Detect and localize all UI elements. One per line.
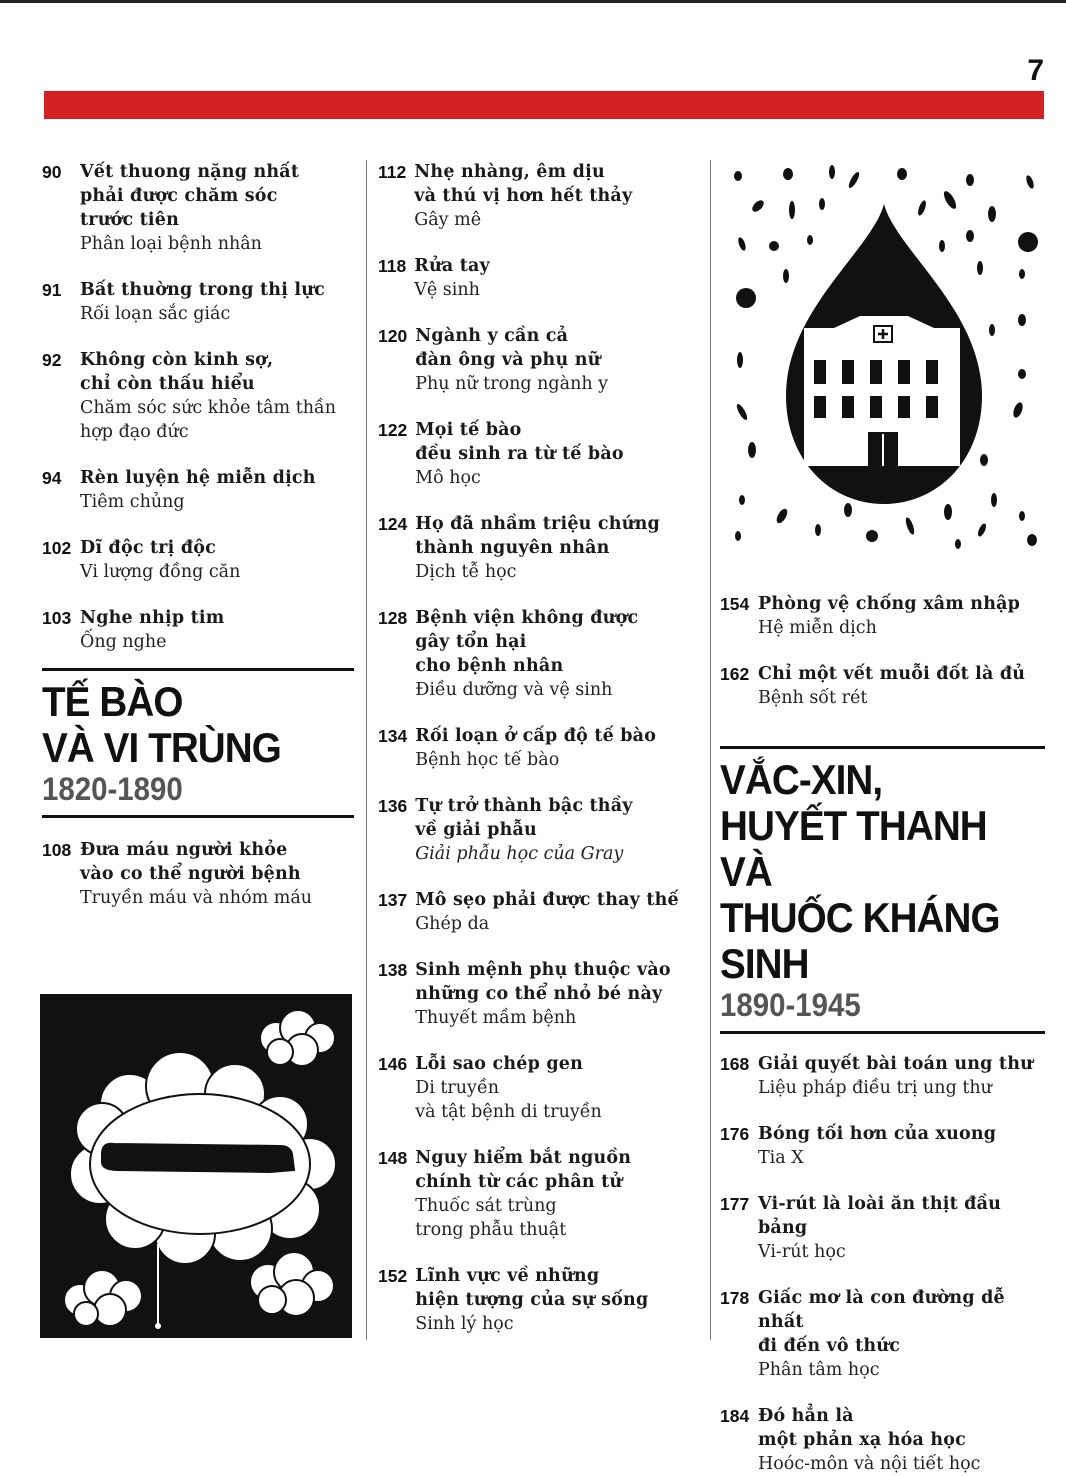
toc-entry — [720, 662, 1045, 710]
entry-text — [80, 536, 354, 584]
section-title-line: TẾ BÀO — [42, 678, 183, 725]
entry-page-number: 102 — [42, 538, 72, 558]
entry-page-number: 178 — [720, 1288, 750, 1308]
entry-title: Vi-rút là loài ăn thịt đầu bảng — [758, 1194, 1002, 1238]
hospital-drop-icon — [722, 160, 1044, 560]
entry-text — [414, 254, 698, 302]
column-1 — [42, 160, 354, 910]
entry-page-number: 184 — [720, 1406, 750, 1426]
entry-title: Họ đã nhầm triệu chứng — [415, 514, 660, 534]
entry-title: đi đến vô thức — [758, 1336, 901, 1356]
entry-text — [758, 1286, 1045, 1382]
toc-entry — [378, 160, 698, 232]
entry-page-number: 138 — [378, 960, 408, 980]
entry-text — [758, 1122, 1045, 1170]
entry-page-number: 120 — [378, 326, 408, 346]
entry-title: Nhẹ nhàng, êm dịu — [414, 162, 605, 182]
entry-text — [415, 724, 698, 772]
entry-page-number: 112 — [378, 162, 407, 182]
toc-entry — [378, 606, 698, 702]
entry-title: trước tiên — [80, 210, 180, 230]
entry-subtitle: Giải phẫu học của Gray — [415, 844, 624, 864]
entry-title: đàn ông và phụ nữ — [415, 350, 601, 370]
entry-subtitle: Tiêm chủng — [80, 492, 185, 512]
entry-page-number: 128 — [378, 608, 408, 628]
entry-subtitle: Hoóc-môn và nội tiết học — [758, 1454, 981, 1474]
toc-entry — [42, 838, 354, 910]
cloud-patient-illustration — [40, 994, 352, 1338]
entry-text — [415, 1264, 698, 1336]
entry-text — [758, 1192, 1045, 1264]
entry-text — [80, 278, 354, 326]
entry-title: Mọi tế bào — [415, 420, 522, 440]
entry-list — [720, 1052, 1045, 1476]
entry-subtitle: Thuyết mầm bệnh — [415, 1008, 577, 1028]
entry-title: Giải quyết bài toán ung thư — [758, 1054, 1034, 1074]
entry-page-number: 94 — [42, 468, 62, 488]
column-2 — [378, 160, 698, 1336]
entry-title: chính từ các phân tử — [415, 1172, 623, 1192]
entry-text — [80, 348, 354, 444]
toc-entry — [378, 1146, 698, 1242]
entry-list — [42, 838, 354, 910]
entry-title: những co thể nhỏ bé này — [415, 984, 663, 1004]
entry-text — [415, 418, 698, 490]
entry-page-number: 91 — [42, 280, 62, 300]
toc-entry — [378, 254, 698, 302]
entry-title: Ngành y cần cả — [415, 326, 569, 346]
entry-list — [720, 592, 1045, 710]
column-divider — [710, 160, 711, 1340]
toc-entry — [378, 724, 698, 772]
entry-text — [415, 1052, 698, 1124]
entry-title: Sinh mệnh phụ thuộc vào — [415, 960, 671, 980]
toc-entry — [378, 1052, 698, 1124]
toc-entry — [42, 278, 354, 326]
entry-title: phải được chăm sóc — [80, 186, 278, 206]
entry-title: Bất thuờng trong thị lực — [80, 280, 325, 300]
toc-entry — [378, 1264, 698, 1336]
entry-subtitle: Điều dưỡng và vệ sinh — [415, 680, 613, 700]
entry-page-number: 152 — [378, 1266, 408, 1286]
entry-text — [415, 606, 698, 702]
entry-title: Lĩnh vực về những — [415, 1266, 600, 1286]
red-header-band — [44, 91, 1044, 119]
toc-entry — [378, 512, 698, 584]
entry-list — [42, 160, 354, 654]
entry-page-number: 103 — [42, 608, 72, 628]
toc-entry — [720, 592, 1045, 640]
entry-title: Đưa máu người khỏe — [80, 840, 288, 860]
entry-text — [80, 606, 354, 654]
toc-entry — [720, 1286, 1045, 1382]
toc-entry — [42, 536, 354, 584]
hospital-drop-illustration — [722, 160, 1044, 560]
entry-title: cho bệnh nhân — [415, 656, 564, 676]
entry-title: vào co thể người bệnh — [80, 864, 301, 884]
entry-page-number: 176 — [720, 1124, 750, 1144]
toc-entry — [378, 794, 698, 866]
entry-title: Lỗi sao chép gen — [415, 1054, 584, 1074]
section-heading-vaccines — [720, 746, 1045, 1034]
entry-text — [415, 324, 698, 396]
entry-subtitle: Phân tâm học — [758, 1360, 880, 1380]
entry-text — [415, 1146, 698, 1242]
entry-page-number: 154 — [720, 594, 750, 614]
entry-title: một phản xạ hóa học — [758, 1430, 967, 1450]
entry-title: Dĩ độc trị độc — [80, 538, 216, 558]
entry-title: Rối loạn ở cấp độ tế bào — [415, 726, 657, 746]
section-title-line: HUYẾT THANH VÀ — [720, 802, 987, 895]
entry-text — [758, 592, 1045, 640]
entry-page-number: 122 — [378, 420, 408, 440]
entry-title: Rửa tay — [414, 256, 490, 276]
entry-page-number: 177 — [720, 1194, 750, 1214]
entry-page-number: 124 — [378, 514, 408, 534]
entry-title: thành nguyên nhân — [415, 538, 610, 558]
entry-title: đều sinh ra từ tế bào — [415, 444, 624, 464]
entry-text — [415, 512, 698, 584]
toc-entry — [42, 466, 354, 514]
entry-page-number: 108 — [42, 840, 72, 860]
entry-page-number: 92 — [42, 350, 62, 370]
entry-subtitle: Gây mê — [414, 210, 482, 230]
top-rule — [0, 0, 1066, 3]
entry-title: Không còn kinh sợ, — [80, 350, 274, 370]
entry-subtitle: Bệnh học tế bào — [415, 750, 560, 770]
toc-entry — [378, 324, 698, 396]
entry-page-number: 168 — [720, 1054, 750, 1074]
entry-text — [80, 838, 354, 910]
toc-entry — [720, 1404, 1045, 1476]
entry-text — [415, 794, 698, 866]
entry-list — [378, 160, 698, 1336]
entry-subtitle: Thuốc sát trùng — [415, 1196, 557, 1216]
entry-subtitle: Liệu pháp điều trị ung thư — [758, 1078, 992, 1098]
entry-subtitle: Bệnh sốt rét — [758, 688, 868, 708]
section-title-line: VÀ VI TRÙNG — [42, 724, 281, 771]
entry-subtitle: Chăm sóc sức khỏe tâm thần — [80, 398, 336, 418]
entry-title: về giải phẫu — [415, 820, 537, 840]
entry-title: Phòng vệ chống xâm nhập — [758, 594, 1021, 614]
entry-text — [80, 160, 354, 256]
entry-title: Nguy hiểm bắt nguồn — [415, 1148, 632, 1168]
entry-subtitle: và tật bệnh di truyền — [415, 1102, 602, 1122]
toc-entry — [720, 1122, 1045, 1170]
entry-title: Giấc mơ là con đường dễ nhất — [758, 1288, 1005, 1332]
entry-title: Bệnh viện không được — [415, 608, 639, 628]
entry-text — [80, 466, 354, 514]
entry-text — [758, 662, 1045, 710]
toc-entry — [378, 418, 698, 490]
entry-subtitle: Vi-rút học — [758, 1242, 846, 1262]
page-number: 7 — [1027, 54, 1044, 87]
entry-title: Bóng tối hơn của xuong — [758, 1124, 997, 1144]
toc-entry — [42, 160, 354, 256]
toc-entry — [720, 1192, 1045, 1264]
entry-subtitle: Dịch tễ học — [415, 562, 517, 582]
section-title-line: THUỐC KHÁNG SINH — [720, 894, 1000, 987]
entry-title: Tự trở thành bậc thầy — [415, 796, 633, 816]
entry-subtitle: Phân loại bệnh nhân — [80, 234, 262, 254]
entry-title: Vết thuong nặng nhất — [80, 162, 300, 182]
entry-page-number: 90 — [42, 162, 62, 182]
column-divider — [366, 160, 367, 1340]
entry-title: Mô sẹo phải được thay thế — [415, 890, 679, 910]
entry-title: Nghe nhịp tim — [80, 608, 225, 628]
entry-page-number: 137 — [378, 890, 408, 910]
toc-entry — [378, 888, 698, 936]
entry-title: Đó hẳn là — [758, 1406, 854, 1426]
entry-page-number: 162 — [720, 664, 750, 684]
entry-text — [414, 160, 698, 232]
entry-subtitle: Ống nghe — [80, 632, 167, 652]
entry-text — [415, 958, 698, 1030]
section-years: 1820-1890 — [42, 771, 183, 807]
entry-text — [758, 1052, 1045, 1100]
toc-entry — [378, 958, 698, 1030]
cloud-patient-icon — [40, 994, 352, 1338]
section-title-line: VẮC-XIN, — [720, 756, 883, 803]
section-years: 1890-1945 — [720, 987, 861, 1023]
entry-title: chỉ còn thấu hiểu — [80, 374, 255, 394]
toc-entry — [720, 1052, 1045, 1100]
entry-subtitle: Sinh lý học — [415, 1314, 514, 1334]
column-3 — [720, 592, 1045, 1476]
entry-subtitle: Di truyền — [415, 1078, 499, 1098]
entry-page-number: 146 — [378, 1054, 408, 1074]
entry-text — [415, 888, 698, 936]
entry-text — [758, 1404, 1045, 1476]
entry-subtitle: Mô học — [415, 468, 481, 488]
entry-subtitle: Hệ miễn dịch — [758, 618, 877, 638]
entry-title: Rèn luyện hệ miễn dịch — [80, 468, 316, 488]
toc-entry — [42, 348, 354, 444]
entry-title: hiện tượng của sự sống — [415, 1290, 649, 1310]
entry-subtitle: Ghép da — [415, 914, 490, 934]
entry-subtitle: hợp đạo đức — [80, 422, 189, 442]
entry-title: và thú vị hơn hết thảy — [414, 186, 633, 206]
entry-subtitle: Tia X — [758, 1148, 804, 1168]
toc-entry — [42, 606, 354, 654]
entry-subtitle: trong phẫu thuật — [415, 1220, 567, 1240]
entry-subtitle: Rối loạn sắc giác — [80, 304, 231, 324]
entry-page-number: 148 — [378, 1148, 408, 1168]
entry-page-number: 134 — [378, 726, 408, 746]
entry-subtitle: Vi lượng đồng căn — [80, 562, 241, 582]
section-heading-cells-germs — [42, 668, 354, 818]
entry-subtitle: Truyền máu và nhóm máu — [80, 888, 313, 908]
entry-page-number: 136 — [378, 796, 408, 816]
entry-subtitle: Vệ sinh — [414, 280, 480, 300]
entry-page-number: 118 — [378, 256, 407, 276]
entry-title: gây tổn hại — [415, 632, 527, 652]
entry-title: Chỉ một vết muỗi đốt là đủ — [758, 664, 1026, 684]
entry-subtitle: Phụ nữ trong ngành y — [415, 374, 609, 394]
